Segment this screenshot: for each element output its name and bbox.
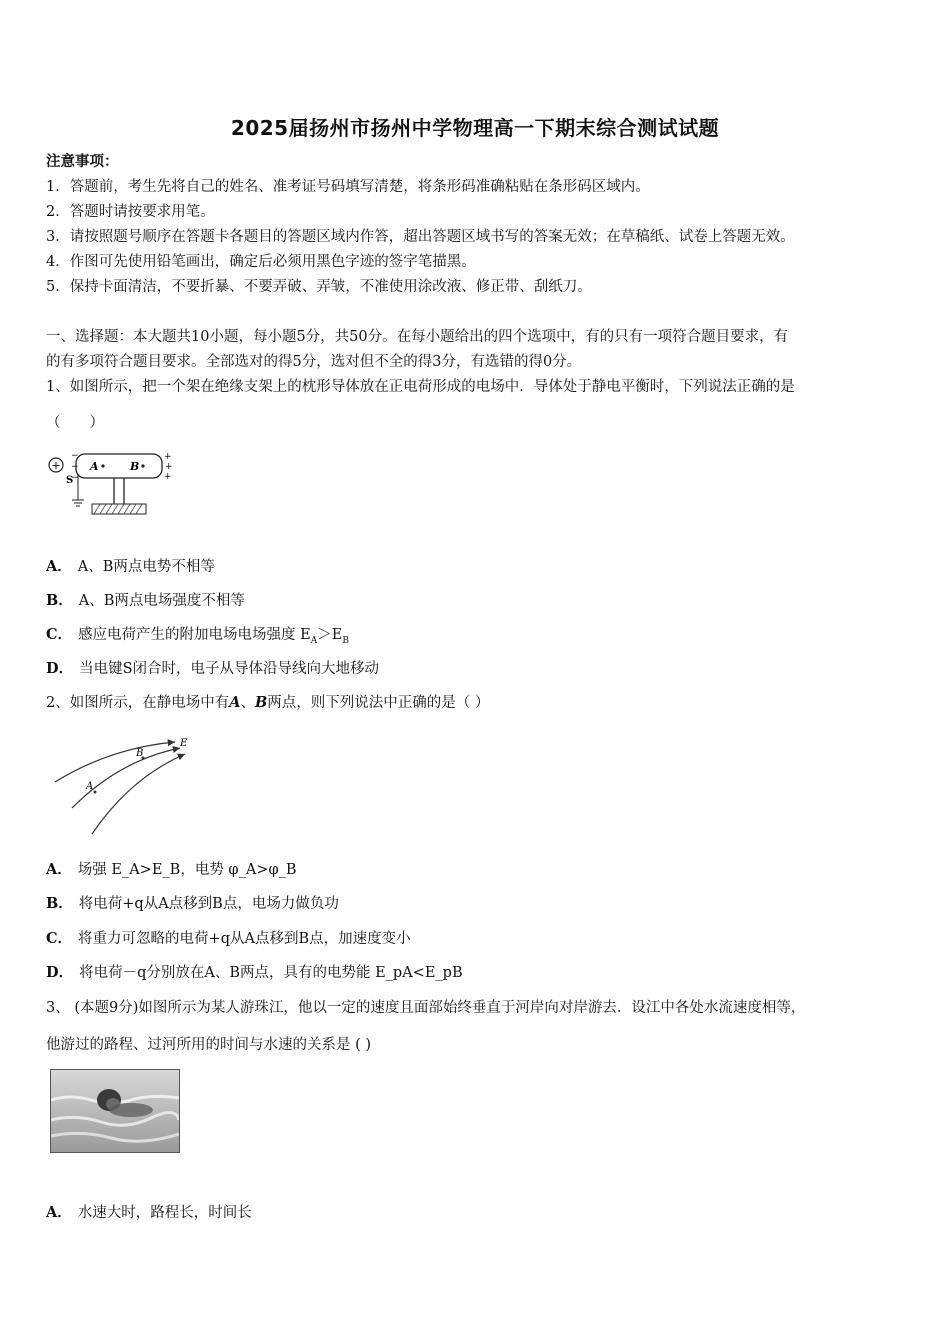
positive-charge-sign: +: [51, 459, 61, 472]
field-line: [72, 748, 180, 808]
q2-option-b: B． 将电荷+q从A点移到B点，电场力做负功: [46, 895, 339, 912]
switch-s-label: S: [66, 475, 74, 486]
notice-item: 4．作图可先使用铅笔画出，确定后必须用黑色字迹的签字笔描黑。: [46, 254, 476, 270]
field-line: [55, 742, 175, 782]
point-a-label: A: [90, 460, 99, 473]
q1-answer-paren: （ ）: [46, 415, 104, 431]
induced-minus: −: [71, 462, 79, 472]
point-b-label: B: [130, 460, 140, 473]
q1-stem: 1、如图所示，把一个架在绝缘支架上的枕形导体放在正电荷形成的电场中．导体处于静电平衡时，下列说法正确的是: [46, 379, 795, 395]
swimmer-photo: [50, 1069, 180, 1153]
page-title: 2025届扬州市扬州中学物理高一下期末综合测试试题: [230, 116, 720, 140]
field-e-label: E: [180, 738, 188, 749]
q1-option-b: B． A、B两点电场强度不相等: [46, 592, 245, 609]
q2-stem: 2、如图所示，在静电场中有A、B两点，则下列说法中正确的是（ ）: [46, 694, 490, 711]
notice-item: 2．答题时请按要求用笔。: [46, 204, 215, 220]
field-line: [92, 754, 185, 834]
q1-option-a: A． A、B两点电势不相等: [46, 558, 215, 575]
pillow-conductor: [76, 454, 162, 478]
q2-option-a: A． 场强 E_A>E_B，电势 φ_A>φ_B: [46, 861, 297, 878]
induced-minus: −: [71, 451, 79, 461]
induced-plus: +: [164, 452, 172, 462]
notice-item: 3．请按照题号顺序在答题卡各题目的答题区域内作答，超出答题区域书写的答案无效；在草稿纸、试卷上答题无效。: [46, 229, 795, 245]
point-b-label: B: [136, 748, 144, 759]
q3-option-a: A． 水速大时，路程长，时间长: [46, 1204, 252, 1221]
notice-item: 1．答题前，考生先将自己的姓名、准考证号码填写清楚，将条形码准确粘贴在条形码区域内。: [46, 179, 650, 195]
section-intro: 的有多项符合题目要求。全部选对的得5分，选对但不全的得3分，有选错的得0分。: [46, 354, 582, 370]
q1-conductor-figure: [44, 448, 180, 520]
q1-option-d: D． 当电键S闭合时，电子从导体沿导线向大地移动: [46, 660, 380, 677]
q3-stem-line1: 3、 (本题9分)如图所示为某人游珠江，他以一定的速度且面部始终垂直于河岸向对岸游去．设江中各处水流速度相等，: [46, 1000, 806, 1016]
section-intro: 一、选择题：本大题共10小题，每小题5分，共50分。在每小题给出的四个选项中，有的只有一项符合题目要求，有: [46, 329, 789, 345]
q2-option-c: C． 将重力可忽略的电荷+q从A点移到B点，加速度变小: [46, 930, 411, 947]
q3-stem-line2: 他游过的路程、过河所用的时间与水速的关系是 ( ): [46, 1037, 372, 1053]
induced-plus: +: [165, 462, 173, 472]
q2-field-lines-figure: [50, 730, 200, 840]
notice-item: 5．保持卡面清洁，不要折暴、不要弄破、弄皱，不准使用涂改液、修正带、刮纸刀。: [46, 279, 592, 295]
notice-heading: 注意事项：: [46, 153, 119, 170]
induced-plus: +: [164, 472, 172, 482]
q1-option-c: C． 感应电荷产生的附加电场电场强度 $E_A>E_B$: [46, 626, 349, 646]
point-a-label: A: [86, 781, 94, 792]
q2-option-d: D． 将电荷－q分别放在A、B两点，具有的电势能 E_pA<E_pB: [46, 964, 463, 981]
induced-minus: −: [71, 473, 79, 483]
